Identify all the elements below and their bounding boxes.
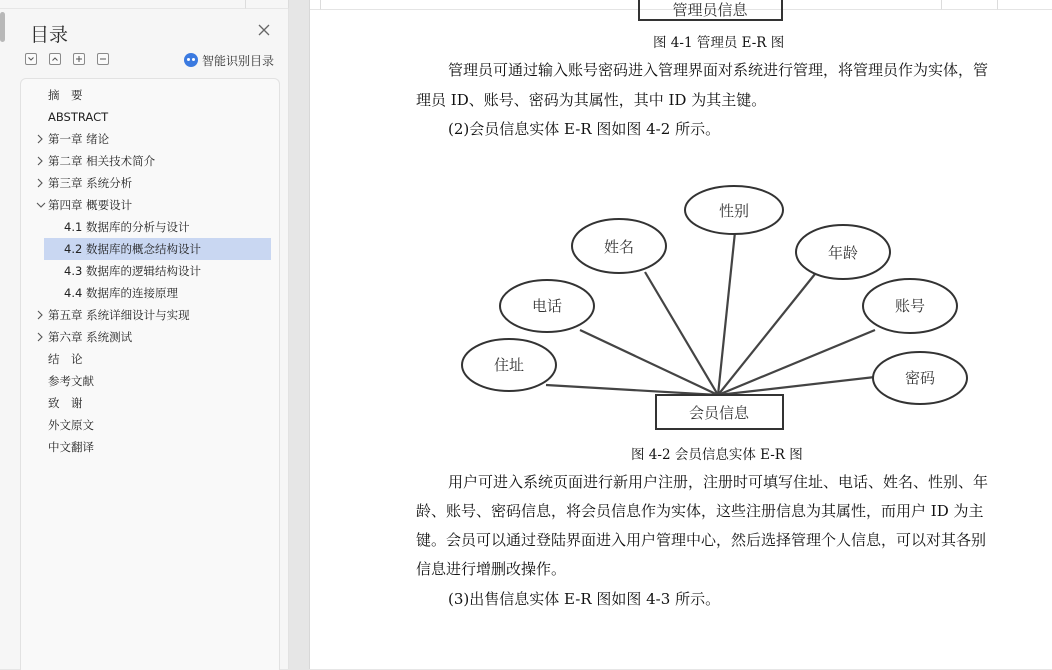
attribute-gender [685,186,783,234]
toc-item-4-1[interactable] [64,216,189,238]
entity-label-admin-partial: 管理员信息 [672,1,748,19]
smart-toc-label: 智能识别目录 [202,53,275,68]
toc-item-label: 4.4 数据库的连接原理 [64,286,178,300]
paragraph-3-line-2: 龄、账号、密码信息，将会员信息作为实体，这些注册信息为其属性，而用户 ID 为主 [416,502,984,520]
paragraph-4: (3)出售信息实体 E-R 图如图 4-3 所示。 [448,590,721,608]
attribute-address [462,339,556,391]
attribute-label-phone: 电话 [531,297,563,315]
toc-item-acknowledgements[interactable] [48,392,83,414]
toc-item-4-4[interactable] [64,282,178,304]
entity-label-member: 会员信息 [688,404,750,422]
add-heading-icon[interactable] [73,53,85,65]
toc-item-chapter-3[interactable] [48,172,132,194]
toc-item-label: 参考文献 [48,374,94,388]
toc-item-chinese-translation[interactable] [48,436,94,458]
toc-item-chapter-6[interactable] [48,326,132,348]
toc-item-4-2-selected[interactable] [44,238,271,260]
toc-item-label: 第四章 概要设计 [48,198,133,212]
attribute-password [873,352,967,404]
toc-item-chapter-2[interactable] [48,150,155,172]
toc-panel [0,0,289,669]
chevron-down-icon[interactable] [36,200,44,210]
paragraph-3-line-3: 键。会员可以通过登陆界面进入用户管理中心，然后选择管理个人信息，可以对其各别 [416,531,987,549]
remove-heading-icon[interactable] [97,53,109,65]
toc-item-chapter-1[interactable] [48,128,109,150]
paragraph-3-line-4: 信息进行增删改操作。 [416,560,567,578]
collapse-all-icon[interactable] [25,53,37,65]
smart-toc-icon [184,53,198,67]
toc-item-foreign-original[interactable] [48,414,94,436]
attribute-label-password: 密码 [904,369,936,387]
attribute-age [796,225,890,279]
attribute-phone [500,280,594,332]
toc-item-label: 第二章 相关技术简介 [48,154,156,168]
toc-item-label: 4.2 数据库的概念结构设计 [64,242,201,256]
toc-item-label: 摘 要 [48,88,83,102]
document-page[interactable] [309,0,1052,669]
chevron-right-icon[interactable] [36,310,44,320]
toc-panel-topline [0,0,289,10]
chevron-right-icon[interactable] [36,156,44,166]
toc-item-label: ABSTRACT [48,110,109,124]
attribute-label-name: 姓名 [603,238,635,256]
panel-resize-handle[interactable] [0,12,5,42]
toc-item-label: 结 论 [48,352,83,366]
paragraph-3-line-1: 用户可进入系统页面进行新用户注册，注册时可填写住址、电话、姓名、性别、年 [448,473,989,491]
toc-item-label: 4.3 数据库的逻辑结构设计 [64,264,201,278]
toc-item-4-3[interactable] [64,260,201,282]
attribute-account [863,279,957,333]
toc-item-abstract-cn[interactable] [48,84,83,106]
toc-item-chapter-5[interactable] [48,304,190,326]
chevron-right-icon[interactable] [36,332,44,342]
chevron-right-icon[interactable] [36,134,44,144]
toc-item-label: 致 谢 [48,396,83,410]
paragraph-1-line-2: 理员 ID、账号、密码为其属性，其中 ID 为其主键。 [416,91,767,109]
toc-item-abstract-en[interactable] [48,106,108,128]
figure-caption-4-1: 图 4-1 管理员 E-R 图 [653,35,785,51]
toc-item-label: 中文翻译 [48,440,94,454]
attribute-label-account: 账号 [894,297,926,315]
attribute-label-age: 年龄 [827,244,859,262]
toc-item-label: 第一章 绪论 [48,132,110,146]
expand-up-icon[interactable] [49,53,61,65]
toc-item-label: 外文原文 [48,418,94,432]
paragraph-2: (2)会员信息实体 E-R 图如图 4-2 所示。 [448,120,721,138]
toc-item-conclusion[interactable] [48,348,83,370]
close-icon[interactable] [256,22,272,38]
smart-toc-button[interactable] [184,52,274,68]
attribute-label-address: 住址 [493,356,525,374]
toc-item-label: 第六章 系统测试 [48,330,133,344]
paragraph-1-line-1: 管理员可通过输入账号密码进入管理界面对系统进行管理，将管理员作为实体，管 [448,61,989,79]
entity-box-admin-partial [639,0,782,20]
toc-item-chapter-4[interactable] [48,194,132,216]
entity-box-member [656,395,783,429]
figure-caption-4-2: 图 4-2 会员信息实体 E-R 图 [631,447,803,463]
attribute-name [572,219,666,273]
toc-item-references[interactable] [48,370,94,392]
toc-item-label: 4.1 数据库的分析与设计 [64,220,190,234]
chevron-right-icon[interactable] [36,178,44,188]
attribute-label-gender: 性别 [718,202,750,220]
toc-title: 目录 [30,24,69,46]
toc-item-label: 第五章 系统详细设计与实现 [48,308,190,322]
toc-item-label: 第三章 系统分析 [48,176,133,190]
